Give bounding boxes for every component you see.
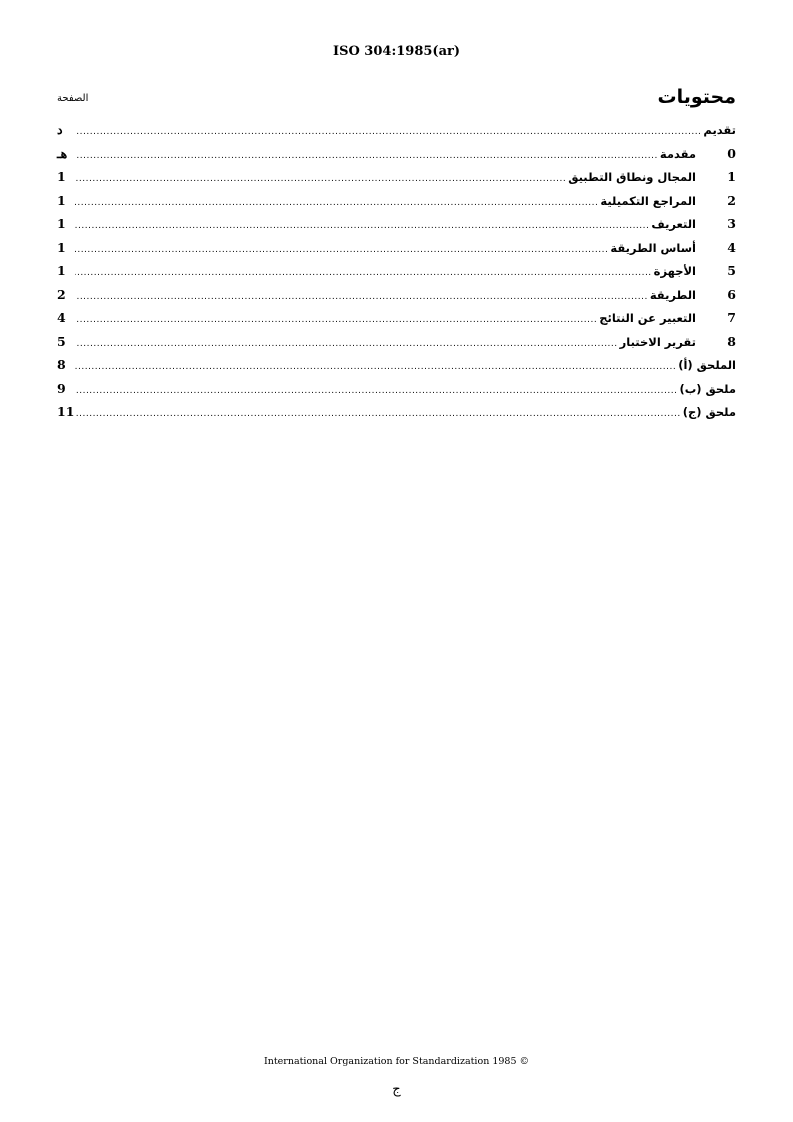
toc-entry-label: الملحق (أ)	[678, 358, 736, 372]
toc-entry[interactable]	[57, 310, 736, 334]
toc-entry[interactable]	[57, 287, 736, 311]
toc-entry-label: الطريقة	[649, 287, 696, 302]
dot-leader	[75, 268, 652, 278]
toc-entry-number: 6	[727, 286, 736, 302]
dot-leader	[75, 174, 566, 184]
toc-entry-label: تقرير الاختبار	[619, 334, 696, 349]
toc-entry-number: 7	[727, 310, 736, 325]
page-number: ج	[392, 1082, 401, 1097]
dot-leader	[75, 362, 676, 372]
copyright-footer: International Organization for Standardization 1985 ©	[263, 1056, 530, 1067]
toc-entry-number: 1	[727, 169, 736, 184]
toc-entry[interactable]	[57, 146, 736, 170]
dot-leader	[75, 292, 648, 302]
toc-entry-page: 1	[57, 216, 66, 231]
toc-title: محتويات	[657, 86, 736, 108]
toc-entry[interactable]	[57, 263, 736, 287]
toc-entry-page: 4	[57, 310, 66, 325]
toc-entry-page: 9	[57, 380, 66, 396]
toc-entry[interactable]	[57, 169, 736, 193]
toc-entry-label: تقديم	[703, 123, 736, 137]
toc-entry-page: 8	[57, 357, 66, 372]
dot-leader	[75, 151, 658, 161]
toc-entry-number: 3	[727, 216, 736, 231]
toc-entry-page: 1	[57, 169, 66, 184]
table-of-contents	[57, 122, 736, 428]
toc-entry-number: 5	[727, 263, 736, 278]
toc-entry-page: 2	[57, 286, 66, 302]
dot-leader	[75, 127, 701, 137]
toc-entry[interactable]	[57, 404, 736, 428]
toc-entry-page: 11	[57, 404, 75, 419]
toc-entry-label: أساس الطريقة	[610, 240, 696, 255]
toc-entry[interactable]	[57, 381, 736, 405]
dot-leader	[75, 245, 608, 255]
dot-leader	[75, 386, 677, 396]
page-column-label: الصفحة	[57, 93, 89, 104]
toc-entry[interactable]	[57, 357, 736, 381]
toc-entry[interactable]	[57, 334, 736, 358]
toc-entry-page: د	[57, 122, 63, 137]
toc-entry-label: التعبير عن النتائج	[599, 311, 696, 325]
toc-entry-label: ملحق (ب)	[679, 381, 736, 396]
toc-entry-label: المراجع التكميلية	[600, 193, 696, 208]
toc-entry-label: ملحق (ج)	[682, 405, 736, 419]
dot-leader	[75, 339, 618, 349]
toc-entry-page: 1	[57, 263, 66, 278]
dot-leader	[76, 409, 680, 419]
toc-entry-label: مقدمة	[659, 146, 696, 161]
toc-entry-number: 4	[727, 239, 736, 255]
toc-entry[interactable]	[57, 240, 736, 264]
toc-entry-label: التعريف	[651, 217, 696, 231]
toc-entry[interactable]	[57, 122, 736, 146]
toc-entry-page: 1	[57, 239, 66, 255]
toc-entry-page: 1	[57, 192, 66, 208]
toc-entry[interactable]	[57, 193, 736, 217]
document-id-header: ISO 304:1985(ar)	[332, 44, 460, 59]
toc-entry-label: المجال ونطاق التطبيق	[568, 170, 696, 184]
toc-entry-label: الأجهزة	[653, 264, 696, 278]
toc-entry-page: 5	[57, 333, 66, 349]
toc-entry-number: 8	[727, 333, 736, 349]
dot-leader	[75, 221, 649, 231]
toc-entry-number: 2	[727, 192, 736, 208]
toc-entry-number: 0	[727, 145, 736, 161]
dot-leader	[75, 315, 597, 325]
toc-entry[interactable]	[57, 216, 736, 240]
toc-entry-page: هـ	[57, 145, 68, 161]
dot-leader	[75, 198, 598, 208]
